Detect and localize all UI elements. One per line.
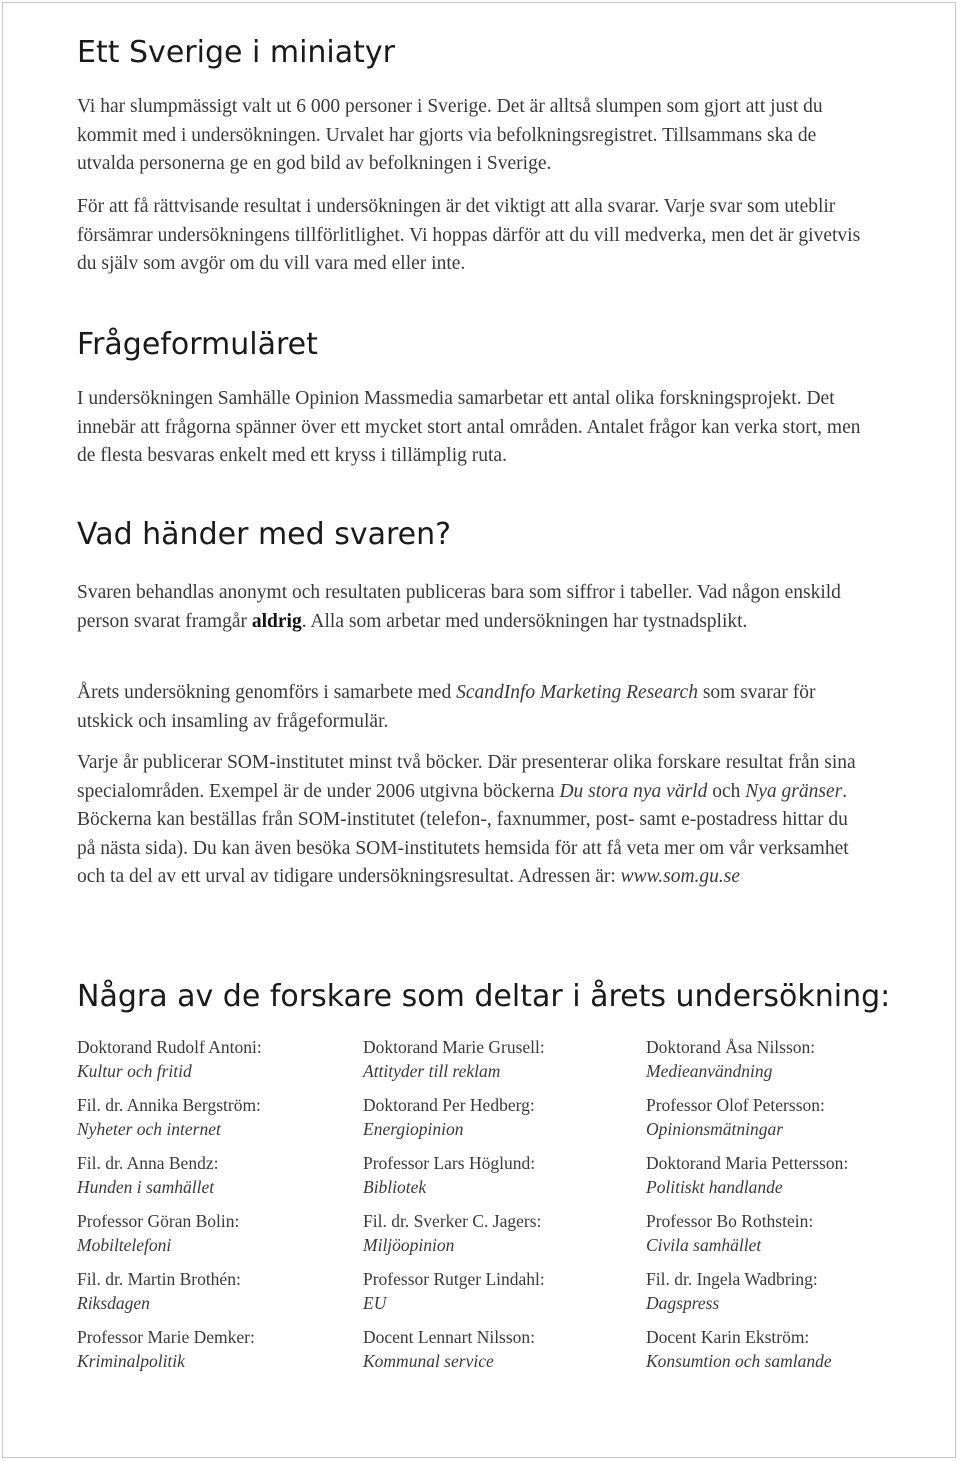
- researcher-entry: [363, 1325, 535, 1373]
- researcher-entry: [77, 1209, 239, 1257]
- researcher-entry: [363, 1151, 535, 1199]
- emphasis-aldrig: aldrig: [251, 610, 302, 632]
- researcher-name: Professor Olof Petersson:: [646, 1095, 825, 1115]
- text-span: och: [707, 780, 746, 802]
- text-span: Årets undersökning genomförs i samarbete med: [77, 682, 457, 703]
- document-page: [2, 2, 956, 1458]
- researcher-topic: Bibliotek: [363, 1177, 427, 1197]
- researcher-entry: [77, 1267, 241, 1315]
- researcher-topic: Mobiltelefoni: [77, 1235, 172, 1255]
- researcher-entry: [77, 1151, 218, 1199]
- researcher-name: Docent Karin Ekström:: [646, 1327, 810, 1347]
- paragraph-samarbete: [77, 679, 867, 736]
- section-heading-svaren: Vad händer med svaren?: [77, 517, 452, 552]
- researcher-topic: Opinionsmätningar: [646, 1119, 784, 1139]
- paragraph-anonymt: [77, 579, 867, 636]
- book-title: Du stora nya värld: [559, 780, 708, 802]
- website-link[interactable]: www.som.gu.se: [620, 866, 741, 887]
- researcher-topic: Kommunal service: [363, 1351, 494, 1371]
- researcher-entry: [363, 1209, 541, 1257]
- researcher-name: Doktorand Maria Pettersson:: [646, 1153, 849, 1173]
- researcher-entry: [363, 1093, 535, 1141]
- researcher-name: Professor Göran Bolin:: [77, 1211, 240, 1231]
- text-span: . Alla som arbetar med undersökningen har tystnadsplikt.: [301, 610, 748, 632]
- paragraph-bocker: [77, 749, 867, 892]
- researcher-entry: [363, 1035, 545, 1083]
- researcher-entry: [77, 1035, 262, 1083]
- researcher-topic: Riksdagen: [77, 1293, 150, 1313]
- researcher-name: Doktorand Per Hedberg:: [363, 1095, 535, 1115]
- researcher-topic: Kultur och fritid: [77, 1061, 192, 1081]
- paragraph-urval: Vi har slumpmässigt valt ut 6 000 personer i Sverige. Det är alltså slumpen som gjort att just du kommit med i undersökningen. Urvalet har gjorts via befolkningsregistret. Tillsammans ska de utvalda personerna ge en god bild av befolkningen i Sverige.: [77, 96, 823, 174]
- researcher-name: Doktorand Åsa Nilsson:: [646, 1037, 816, 1057]
- company-name: ScandInfo Marketing Research: [456, 682, 698, 703]
- researcher-entry: [77, 1325, 255, 1373]
- researcher-topic: Civila samhället: [646, 1235, 762, 1255]
- researcher-name: Doktorand Marie Grusell:: [363, 1037, 545, 1057]
- researcher-name: Fil. dr. Sverker C. Jagers:: [363, 1211, 542, 1231]
- researcher-topic: Attityder till reklam: [363, 1061, 501, 1081]
- researcher-name: Fil. dr. Anna Bendz:: [77, 1153, 219, 1173]
- researcher-topic: Energiopinion: [363, 1119, 464, 1139]
- researcher-entry: [646, 1209, 813, 1257]
- text-span: . Böckerna kan beställas från SOM-institutet (telefon-, faxnummer, post- samt e-postadress hittar du på nästa sida). Du kan även besöka SOM-institutets hemsida för att få veta mer om vår verksamhet och ta del av ett urval av tidigare undersökningsresultat. Adressen är:: [77, 780, 849, 887]
- researcher-name: Professor Lars Höglund:: [363, 1153, 536, 1173]
- researcher-name: Fil. dr. Martin Brothén:: [77, 1269, 241, 1289]
- researcher-topic: Medieanvändning: [646, 1061, 773, 1081]
- researcher-entry: [646, 1093, 825, 1141]
- researcher-topic: Nyheter och internet: [77, 1119, 221, 1139]
- section-heading-sverige: Ett Sverige i miniatyr: [77, 35, 395, 70]
- researcher-entry: [646, 1267, 818, 1315]
- researcher-entry: [646, 1035, 815, 1083]
- text-span: Varje år publicerar SOM-institutet minst två böcker. Där presenterar olika forskare resultat från sina specialområden. Exempel är de under 2006 utgivna böckerna: [77, 752, 856, 802]
- researcher-name: Fil. dr. Annika Bergström:: [77, 1095, 261, 1115]
- researcher-entry: [363, 1267, 545, 1315]
- researcher-topic: Politiskt handlande: [646, 1177, 783, 1197]
- paragraph-rattvisande: För att få rättvisande resultat i undersökningen är det viktigt att alla svarar. Varje svar som uteblir försämrar undersökningens tillförlitlighet. Vi hoppas därför att du vill medverka, men det är givetvis du själv som avgör om du vill vara med eller inte.: [77, 196, 861, 274]
- researcher-topic: Dagspress: [646, 1293, 720, 1313]
- book-title: Nya gränser: [745, 780, 843, 802]
- researcher-topic: Konsumtion och samlande: [646, 1351, 832, 1371]
- researcher-name: Docent Lennart Nilsson:: [363, 1327, 536, 1347]
- researcher-topic: Hunden i samhället: [77, 1177, 215, 1197]
- researcher-entry: [646, 1325, 832, 1373]
- researcher-name: Professor Rutger Lindahl:: [363, 1269, 545, 1289]
- researcher-name: Fil. dr. Ingela Wadbring:: [646, 1269, 818, 1289]
- researcher-topic: Kriminalpolitik: [77, 1351, 185, 1371]
- text-span: som svarar för utskick och insamling av frågeformulär.: [77, 682, 816, 732]
- researcher-topic: Miljöopinion: [363, 1235, 455, 1255]
- section-heading-frageformularet: Frågeformuläret: [77, 327, 318, 362]
- text-span: Svaren behandlas anonymt och resultaten publiceras bara som siffror i tabeller. Vad någon enskild person svarat framgår: [77, 582, 841, 632]
- researcher-topic: EU: [363, 1293, 387, 1313]
- researcher-name: Professor Marie Demker:: [77, 1327, 255, 1347]
- researcher-entry: [77, 1093, 261, 1141]
- researcher-entry: [646, 1151, 848, 1199]
- researcher-name: Doktorand Rudolf Antoni:: [77, 1037, 262, 1057]
- paragraph-formular: I undersökningen Samhälle Opinion Massmedia samarbetar ett antal olika forskningsprojekt. Det innebär att frågorna spänner över ett mycket stort antal områden. Antalet frågor kan verka stort, men de flesta besvaras enkelt med ett kryss i tillämplig ruta.: [77, 388, 861, 466]
- researcher-name: Professor Bo Rothstein:: [646, 1211, 814, 1231]
- section-heading-forskare: Några av de forskare som deltar i årets undersökning:: [77, 979, 891, 1014]
